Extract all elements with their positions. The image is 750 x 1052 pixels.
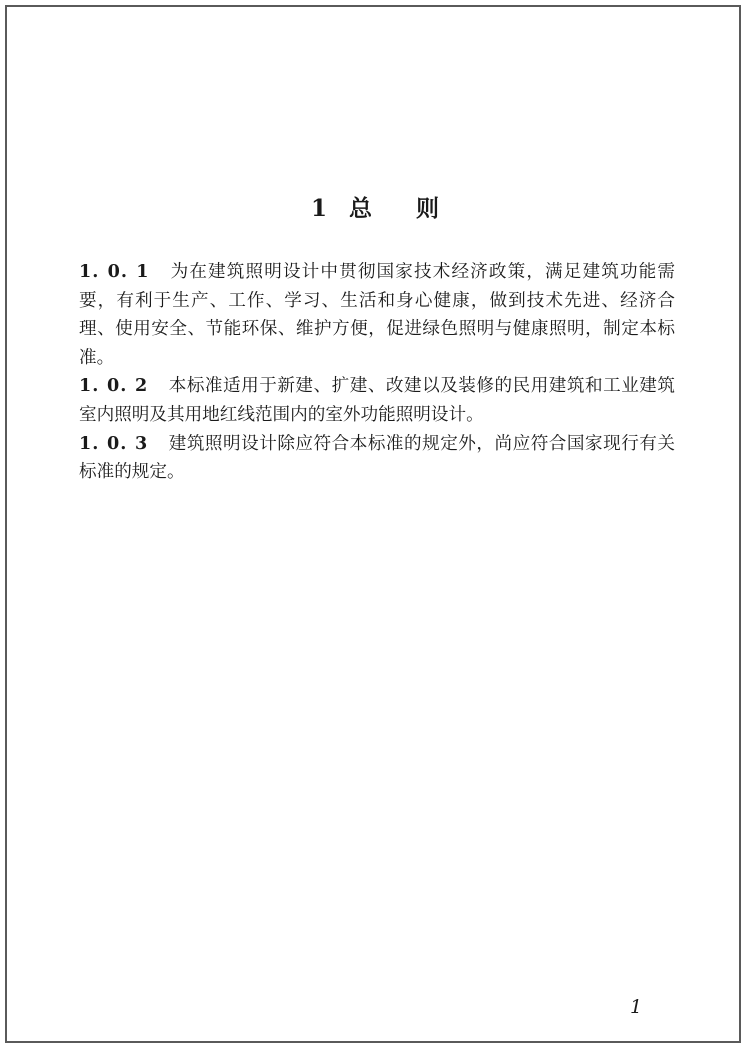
clause-text: 本标准适用于新建、扩建、改建以及装修的民用建筑和工业建筑室内照明及其用地红线范围内的室外功能照明设计。 <box>79 376 675 425</box>
clause-1-0-3 <box>79 430 675 487</box>
page-number: 1 <box>630 996 643 1018</box>
clause-1-0-2 <box>79 372 675 429</box>
clause-text: 建筑照明设计除应符合本标准的规定外，尚应符合国家现行有关标准的规定。 <box>79 433 675 483</box>
clause-text: 为在建筑照明设计中贯彻国家技术经济政策，满足建筑功能需要，有利于生产、工作、学习、生活和身心健康，做到技术先进、经济合理、使用安全、节能环保、维护方便，促进绿色照明与健康照明，制定本标准。 <box>79 262 675 368</box>
chapter-title-char-2: 则 <box>416 195 439 222</box>
chapter-title-char-1: 总 <box>349 195 372 222</box>
clause-number: 1. 0. 2 <box>79 375 149 397</box>
chapter-heading <box>0 190 750 223</box>
clause-1-0-1 <box>79 258 675 372</box>
page-border <box>5 5 741 1043</box>
clause-number: 1. 0. 1 <box>79 261 150 282</box>
chapter-body <box>79 258 675 487</box>
chapter-number: 1 <box>310 195 327 222</box>
clause-number: 1. 0. 3 <box>79 432 149 454</box>
